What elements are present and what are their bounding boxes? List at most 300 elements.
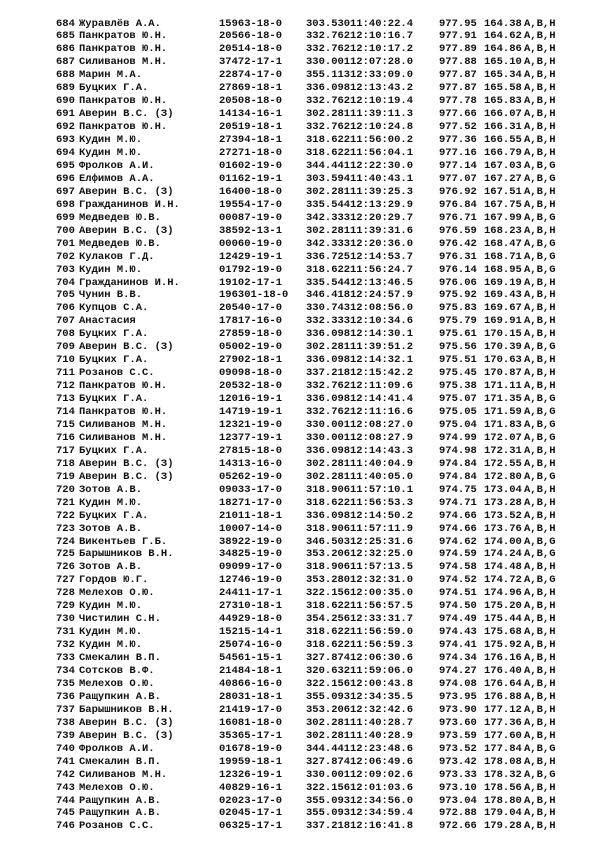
place-number: 689 bbox=[56, 82, 75, 95]
fancier-name: Гражданинов И.Н. bbox=[79, 198, 180, 211]
ring-number: 14134-16-1 bbox=[219, 108, 283, 121]
points: 179.04 bbox=[484, 807, 522, 820]
distance: 318.622 bbox=[306, 147, 351, 159]
groups: A,B,H bbox=[524, 69, 556, 82]
table-row bbox=[0, 587, 600, 600]
place-number: 727 bbox=[56, 574, 75, 587]
place-number: 702 bbox=[56, 250, 75, 263]
fancier-name: Барышников В.Н. bbox=[79, 548, 174, 561]
groups: A,B,H bbox=[524, 677, 556, 690]
ring-number: 20566-18-0 bbox=[219, 30, 283, 43]
fancier-name: Буцких Г.А. bbox=[79, 354, 149, 367]
groups: A,B,H bbox=[524, 30, 556, 43]
speed: 973.04 bbox=[439, 794, 477, 807]
arrival-time: 12:24:57.9 bbox=[350, 289, 414, 302]
distance: 318.906 bbox=[306, 483, 351, 496]
place-number: 739 bbox=[56, 729, 75, 742]
arrival-time: 12:06:49.6 bbox=[350, 755, 414, 768]
ring-number: 15963-18-0 bbox=[219, 17, 283, 30]
groups: A,B,H bbox=[524, 56, 556, 69]
fancier-name: Гражданинов И.Н. bbox=[79, 276, 180, 289]
groups: A,B,G bbox=[524, 341, 556, 354]
table-row bbox=[0, 56, 600, 69]
distance: 346.503 bbox=[306, 535, 351, 548]
distance: 302.281 bbox=[306, 224, 351, 237]
ring-number: 19102-17-1 bbox=[219, 276, 283, 289]
ring-number: 25074-16-0 bbox=[219, 639, 283, 652]
points: 173.28 bbox=[484, 496, 522, 509]
table-row bbox=[0, 43, 600, 56]
arrival-time: 12:06:30.6 bbox=[350, 652, 414, 665]
fancier-name: Кудин М.Ю. bbox=[79, 134, 143, 147]
groups: A,B,H bbox=[524, 807, 556, 820]
distance: 332.762 bbox=[306, 95, 351, 108]
points: 170.87 bbox=[484, 367, 522, 380]
points: 169.67 bbox=[484, 302, 522, 315]
distance: 354.256 bbox=[306, 613, 351, 626]
place-number: 746 bbox=[56, 820, 75, 833]
place-number: 721 bbox=[56, 496, 75, 509]
points: 178.08 bbox=[484, 755, 522, 768]
ring-number: 12326-19-1 bbox=[219, 768, 283, 781]
distance: 336.098 bbox=[306, 444, 351, 457]
speed: 976.92 bbox=[439, 185, 477, 198]
groups: A,B,H bbox=[524, 444, 556, 457]
table-row bbox=[0, 691, 600, 704]
points: 174.00 bbox=[484, 535, 522, 548]
ring-number: 16081-18-0 bbox=[219, 716, 283, 729]
place-number: 696 bbox=[56, 172, 75, 185]
place-number: 704 bbox=[56, 276, 75, 289]
ring-number: 09033-17-0 bbox=[219, 483, 283, 496]
table-row bbox=[0, 251, 600, 264]
fancier-name: Кудин М.Ю. bbox=[79, 147, 143, 159]
speed: 973.10 bbox=[439, 781, 477, 794]
points: 175.68 bbox=[484, 626, 522, 639]
ring-number: 35365-17-1 bbox=[219, 729, 283, 742]
table-row bbox=[0, 367, 600, 380]
groups: A,B,G bbox=[524, 574, 556, 587]
speed: 977.52 bbox=[439, 121, 477, 134]
speed: 974.41 bbox=[439, 639, 477, 652]
ring-number: 02023-17-0 bbox=[219, 794, 283, 807]
groups: A,B,H bbox=[524, 665, 556, 677]
speed: 977.07 bbox=[439, 172, 477, 185]
points: 167.27 bbox=[484, 172, 522, 185]
groups: A,B,G bbox=[524, 431, 556, 444]
points: 179.28 bbox=[484, 820, 522, 833]
points: 164.38 bbox=[484, 17, 522, 30]
fancier-name: Панкратов Ю.Н. bbox=[79, 43, 168, 56]
points: 171.83 bbox=[484, 418, 522, 431]
speed: 974.99 bbox=[439, 431, 477, 444]
arrival-time: 12:34:56.0 bbox=[350, 794, 414, 807]
place-number: 735 bbox=[56, 677, 75, 690]
fancier-name: Буцких Г.А. bbox=[79, 82, 149, 95]
distance: 336.725 bbox=[306, 250, 351, 263]
groups: A,B,H bbox=[524, 781, 556, 794]
points: 164.86 bbox=[484, 43, 522, 56]
distance: 330.001 bbox=[306, 56, 351, 69]
table-row bbox=[0, 354, 600, 367]
distance: 322.156 bbox=[306, 587, 351, 600]
fancier-name: Гордов Ю.Г. bbox=[79, 574, 149, 587]
distance: 330.001 bbox=[306, 431, 351, 444]
arrival-time: 12:20:36.0 bbox=[350, 237, 414, 250]
arrival-time: 11:57:13.5 bbox=[350, 561, 414, 574]
ring-number: 19959-18-1 bbox=[219, 755, 283, 768]
table-row bbox=[0, 82, 600, 95]
place-number: 733 bbox=[56, 652, 75, 665]
arrival-time: 12:00:35.0 bbox=[350, 587, 414, 600]
groups: A,B,G bbox=[524, 470, 556, 483]
fancier-name: Аверин В.С. (З) bbox=[79, 716, 174, 729]
arrival-time: 12:14:41.4 bbox=[350, 393, 414, 406]
table-row bbox=[0, 769, 600, 782]
speed: 975.38 bbox=[439, 380, 477, 393]
fancier-name: Кудин М.Ю. bbox=[79, 496, 143, 509]
distance: 330.743 bbox=[306, 302, 351, 315]
place-number: 710 bbox=[56, 354, 75, 367]
table-row bbox=[0, 328, 600, 341]
arrival-time: 12:00:43.8 bbox=[350, 677, 414, 690]
place-number: 720 bbox=[56, 483, 75, 496]
place-number: 726 bbox=[56, 561, 75, 574]
table-row bbox=[0, 548, 600, 561]
fancier-name: Чунин В.В. bbox=[79, 289, 143, 302]
fancier-name: Кудин М.Ю. bbox=[79, 600, 143, 613]
ring-number: 01162-19-1 bbox=[219, 172, 283, 185]
arrival-time: 12:34:59.4 bbox=[350, 807, 414, 820]
distance: 318.622 bbox=[306, 639, 351, 652]
points: 174.96 bbox=[484, 587, 522, 600]
arrival-time: 11:39:31.6 bbox=[350, 224, 414, 237]
ring-number: 09099-17-0 bbox=[219, 561, 283, 574]
fancier-name: Аверин В.С. (З) bbox=[79, 470, 174, 483]
speed: 975.07 bbox=[439, 393, 477, 406]
points: 171.59 bbox=[484, 406, 522, 418]
arrival-time: 12:14:53.7 bbox=[350, 250, 414, 263]
distance: 355.113 bbox=[306, 69, 351, 82]
arrival-time: 11:56:53.3 bbox=[350, 496, 414, 509]
speed: 975.05 bbox=[439, 406, 477, 418]
groups: A,B,H bbox=[524, 522, 556, 535]
groups: A,B,H bbox=[524, 198, 556, 211]
distance: 318.622 bbox=[306, 134, 351, 147]
groups: A,B,H bbox=[524, 496, 556, 509]
ring-number: 19554-17-0 bbox=[219, 198, 283, 211]
arrival-time: 12:08:27.0 bbox=[350, 418, 414, 431]
fancier-name: Мелехов О.Ю. bbox=[79, 781, 155, 794]
table-row bbox=[0, 665, 600, 678]
speed: 976.59 bbox=[439, 224, 477, 237]
place-number: 697 bbox=[56, 185, 75, 198]
place-number: 701 bbox=[56, 237, 75, 250]
groups: A,B,H bbox=[524, 108, 556, 121]
speed: 975.45 bbox=[439, 367, 477, 380]
distance: 332.762 bbox=[306, 380, 351, 393]
distance: 353.280 bbox=[306, 574, 351, 587]
distance: 330.001 bbox=[306, 768, 351, 781]
table-row bbox=[0, 173, 600, 186]
groups: A,B,H bbox=[524, 729, 556, 742]
arrival-time: 11:56:24.7 bbox=[350, 263, 414, 276]
ring-number: 40866-16-0 bbox=[219, 677, 283, 690]
ring-number: 38922-19-0 bbox=[219, 535, 283, 548]
groups: A,B,G bbox=[524, 535, 556, 548]
fancier-name: Буцких Г.А. bbox=[79, 393, 149, 406]
fancier-name: Розанов С.С. bbox=[79, 820, 155, 833]
speed: 977.89 bbox=[439, 43, 477, 56]
place-number: 713 bbox=[56, 393, 75, 406]
ring-number: 24411-17-1 bbox=[219, 587, 283, 600]
ring-number: 196301-18-0 bbox=[219, 289, 289, 302]
speed: 975.51 bbox=[439, 354, 477, 367]
distance: 337.218 bbox=[306, 367, 351, 380]
speed: 974.66 bbox=[439, 509, 477, 522]
table-row bbox=[0, 341, 600, 354]
speed: 974.49 bbox=[439, 613, 477, 626]
points: 168.95 bbox=[484, 263, 522, 276]
points: 167.51 bbox=[484, 185, 522, 198]
arrival-time: 12:08:56.0 bbox=[350, 302, 414, 315]
groups: A,B,H bbox=[524, 289, 556, 302]
table-row bbox=[0, 406, 600, 419]
place-number: 719 bbox=[56, 470, 75, 483]
speed: 977.91 bbox=[439, 30, 477, 43]
distance: 332.762 bbox=[306, 121, 351, 134]
arrival-time: 12:32:31.0 bbox=[350, 574, 414, 587]
ring-number: 27869-18-1 bbox=[219, 82, 283, 95]
table-row bbox=[0, 95, 600, 108]
ring-number: 06325-17-1 bbox=[219, 820, 283, 833]
speed: 976.42 bbox=[439, 237, 477, 250]
ring-number: 22874-17-0 bbox=[219, 69, 283, 82]
speed: 974.71 bbox=[439, 496, 477, 509]
groups: A,B,H bbox=[524, 613, 556, 626]
ring-number: 21484-18-1 bbox=[219, 665, 283, 677]
points: 169.91 bbox=[484, 315, 522, 328]
groups: A,B,G bbox=[524, 250, 556, 263]
table-row bbox=[0, 678, 600, 691]
table-row bbox=[0, 756, 600, 769]
points: 166.55 bbox=[484, 134, 522, 147]
points: 176.16 bbox=[484, 652, 522, 665]
points: 178.32 bbox=[484, 768, 522, 781]
points: 175.92 bbox=[484, 639, 522, 652]
table-row bbox=[0, 497, 600, 510]
table-row bbox=[0, 807, 600, 820]
distance: 332.333 bbox=[306, 315, 351, 328]
ring-number: 02045-17-1 bbox=[219, 807, 283, 820]
table-row bbox=[0, 264, 600, 277]
arrival-time: 11:40:04.9 bbox=[350, 457, 414, 470]
points: 172.31 bbox=[484, 444, 522, 457]
fancier-name: Аверин В.С. (З) bbox=[79, 341, 174, 354]
table-row bbox=[0, 445, 600, 458]
fancier-name: Мелехов О.Ю. bbox=[79, 587, 155, 600]
arrival-time: 12:13:46.5 bbox=[350, 276, 414, 289]
place-number: 700 bbox=[56, 224, 75, 237]
fancier-name: Чистилин С.Н. bbox=[79, 613, 161, 626]
table-row bbox=[0, 147, 600, 160]
distance: 332.762 bbox=[306, 406, 351, 418]
place-number: 695 bbox=[56, 159, 75, 172]
distance: 327.874 bbox=[306, 755, 351, 768]
table-row bbox=[0, 626, 600, 639]
place-number: 717 bbox=[56, 444, 75, 457]
ring-number: 54561-15-1 bbox=[219, 652, 283, 665]
place-number: 711 bbox=[56, 367, 75, 380]
distance: 302.281 bbox=[306, 341, 351, 354]
place-number: 684 bbox=[56, 17, 75, 30]
ring-number: 20540-17-0 bbox=[219, 302, 283, 315]
groups: A,B,G bbox=[524, 393, 556, 406]
place-number: 718 bbox=[56, 457, 75, 470]
groups: A,B,G bbox=[524, 263, 556, 276]
place-number: 738 bbox=[56, 716, 75, 729]
table-row bbox=[0, 302, 600, 315]
arrival-time: 12:33:09.0 bbox=[350, 69, 414, 82]
points: 170.39 bbox=[484, 341, 522, 354]
fancier-name: Панкратов Ю.Н. bbox=[79, 121, 168, 134]
place-number: 690 bbox=[56, 95, 75, 108]
speed: 976.14 bbox=[439, 263, 477, 276]
table-row bbox=[0, 471, 600, 484]
ring-number: 40829-16-1 bbox=[219, 781, 283, 794]
place-number: 705 bbox=[56, 289, 75, 302]
fancier-name: Силиванов М.Н. bbox=[79, 418, 168, 431]
groups: A,B,G bbox=[524, 768, 556, 781]
distance: 320.632 bbox=[306, 665, 351, 677]
groups: A,B,H bbox=[524, 483, 556, 496]
fancier-name: Силиванов М.Н. bbox=[79, 56, 168, 69]
fancier-name: Силиванов М.Н. bbox=[79, 768, 168, 781]
table-row bbox=[0, 704, 600, 717]
groups: A,B,H bbox=[524, 509, 556, 522]
arrival-time: 12:11:16.6 bbox=[350, 406, 414, 418]
fancier-name: Елфимов А.А. bbox=[79, 172, 155, 185]
points: 164.62 bbox=[484, 30, 522, 43]
place-number: 691 bbox=[56, 108, 75, 121]
points: 167.03 bbox=[484, 159, 522, 172]
fancier-name: Барышников В.Н. bbox=[79, 703, 174, 716]
speed: 973.59 bbox=[439, 729, 477, 742]
ring-number: 14719-19-1 bbox=[219, 406, 283, 418]
groups: A,B,G bbox=[524, 172, 556, 185]
distance: 302.281 bbox=[306, 716, 351, 729]
ring-number: 38592-13-1 bbox=[219, 224, 283, 237]
groups: A,B,G bbox=[524, 237, 556, 250]
distance: 302.281 bbox=[306, 470, 351, 483]
distance: 337.218 bbox=[306, 820, 351, 833]
distance: 353.206 bbox=[306, 548, 351, 561]
speed: 973.95 bbox=[439, 690, 477, 703]
arrival-time: 11:40:43.1 bbox=[350, 172, 414, 185]
distance: 342.333 bbox=[306, 237, 351, 250]
points: 174.24 bbox=[484, 548, 522, 561]
groups: A,B,H bbox=[524, 134, 556, 147]
ring-number: 00087-19-0 bbox=[219, 211, 283, 224]
speed: 977.66 bbox=[439, 108, 477, 121]
groups: A,B,H bbox=[524, 639, 556, 652]
place-number: 699 bbox=[56, 211, 75, 224]
distance: 318.622 bbox=[306, 263, 351, 276]
place-number: 707 bbox=[56, 315, 75, 328]
table-row bbox=[0, 18, 600, 31]
distance: 302.281 bbox=[306, 457, 351, 470]
points: 177.36 bbox=[484, 716, 522, 729]
arrival-time: 12:25:31.6 bbox=[350, 535, 414, 548]
groups: A,B,H bbox=[524, 328, 556, 341]
speed: 977.87 bbox=[439, 82, 477, 95]
fancier-name: Розанов С.С. bbox=[79, 367, 155, 380]
fancier-name: Сотсков В.Ф. bbox=[79, 665, 155, 677]
ring-number: 20508-18-0 bbox=[219, 95, 283, 108]
ring-number: 37472-17-1 bbox=[219, 56, 283, 69]
ring-number: 44929-18-0 bbox=[219, 613, 283, 626]
distance: 342.333 bbox=[306, 211, 351, 224]
points: 170.63 bbox=[484, 354, 522, 367]
points: 165.10 bbox=[484, 56, 522, 69]
groups: A,B,H bbox=[524, 626, 556, 639]
arrival-time: 12:10:17.2 bbox=[350, 43, 414, 56]
table-row bbox=[0, 186, 600, 199]
fancier-name: Фролков А.И. bbox=[79, 742, 155, 755]
fancier-name: Ращупкин А.В. bbox=[79, 807, 161, 820]
distance: 322.156 bbox=[306, 781, 351, 794]
distance: 327.874 bbox=[306, 652, 351, 665]
table-row bbox=[0, 523, 600, 536]
groups: A,B,H bbox=[524, 600, 556, 613]
fancier-name: Марин М.А. bbox=[79, 69, 143, 82]
table-row bbox=[0, 639, 600, 652]
points: 173.76 bbox=[484, 522, 522, 535]
speed: 977.87 bbox=[439, 69, 477, 82]
distance: 330.001 bbox=[306, 418, 351, 431]
arrival-time: 11:40:05.0 bbox=[350, 470, 414, 483]
points: 178.56 bbox=[484, 781, 522, 794]
place-number: 688 bbox=[56, 69, 75, 82]
distance: 336.098 bbox=[306, 393, 351, 406]
arrival-time: 12:32:42.6 bbox=[350, 703, 414, 716]
groups: A,B,H bbox=[524, 147, 556, 159]
distance: 318.622 bbox=[306, 600, 351, 613]
fancier-name: Силиванов М.Н. bbox=[79, 431, 168, 444]
table-row bbox=[0, 134, 600, 147]
fancier-name: Викентьев Г.Б. bbox=[79, 535, 168, 548]
speed: 974.75 bbox=[439, 483, 477, 496]
table-row bbox=[0, 743, 600, 756]
table-row bbox=[0, 652, 600, 665]
arrival-time: 12:34:35.5 bbox=[350, 690, 414, 703]
points: 166.79 bbox=[484, 147, 522, 159]
groups: A,B,G bbox=[524, 742, 556, 755]
place-number: 745 bbox=[56, 807, 75, 820]
speed: 977.88 bbox=[439, 56, 477, 69]
speed: 977.95 bbox=[439, 17, 477, 30]
ring-number: 20514-18-0 bbox=[219, 43, 283, 56]
speed: 975.83 bbox=[439, 302, 477, 315]
points: 177.60 bbox=[484, 729, 522, 742]
points: 165.58 bbox=[484, 82, 522, 95]
arrival-time: 12:15:42.2 bbox=[350, 367, 414, 380]
ring-number: 27815-18-0 bbox=[219, 444, 283, 457]
table-row bbox=[0, 277, 600, 290]
arrival-time: 12:16:41.8 bbox=[350, 820, 414, 833]
speed: 977.16 bbox=[439, 147, 477, 159]
speed: 976.06 bbox=[439, 276, 477, 289]
